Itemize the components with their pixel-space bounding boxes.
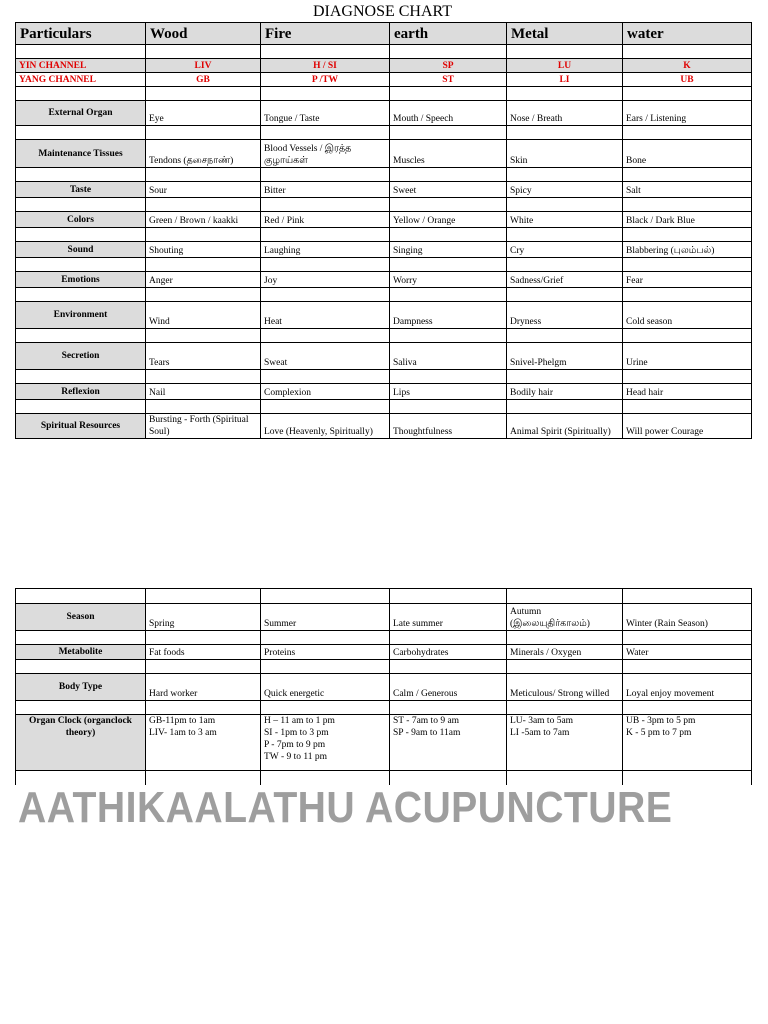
empty-cell	[16, 400, 146, 414]
empty-cell	[146, 126, 261, 140]
diagnose-table-main	[15, 22, 752, 439]
row-label: Metabolite	[16, 645, 146, 660]
empty-cell	[623, 631, 752, 645]
yin-channel-row	[16, 59, 752, 73]
table-cell: GB-11pm to 1am LIV- 1am to 3 am	[146, 715, 261, 771]
table-row	[16, 715, 752, 771]
column-header: Fire	[261, 23, 390, 45]
empty-cell	[261, 198, 390, 212]
empty-cell	[16, 87, 146, 101]
table-cell: Lips	[390, 384, 507, 400]
empty-cell	[507, 45, 623, 59]
empty-cell	[623, 400, 752, 414]
table-cell: Dryness	[507, 302, 623, 329]
empty-cell	[390, 228, 507, 242]
table-cell: Bitter	[261, 182, 390, 198]
table-cell: Ears / Listening	[623, 101, 752, 126]
empty-cell	[507, 701, 623, 715]
spacer-row	[16, 87, 752, 101]
table-cell: Anger	[146, 272, 261, 288]
empty-cell	[261, 589, 390, 604]
empty-cell	[261, 660, 390, 674]
empty-cell	[261, 228, 390, 242]
table-cell: Calm / Generous	[390, 674, 507, 701]
empty-cell	[16, 228, 146, 242]
table-cell: Minerals / Oxygen	[507, 645, 623, 660]
spacer-row	[16, 329, 752, 343]
channel-code: SP	[390, 59, 507, 73]
table-row	[16, 302, 752, 329]
empty-cell	[146, 631, 261, 645]
table-cell: Proteins	[261, 645, 390, 660]
empty-cell	[623, 258, 752, 272]
empty-cell	[16, 589, 146, 604]
empty-cell	[623, 126, 752, 140]
table-cell: Singing	[390, 242, 507, 258]
diagnose-table-secondary	[15, 588, 752, 785]
channel-code: GB	[146, 73, 261, 87]
empty-cell	[146, 198, 261, 212]
table-cell: Head hair	[623, 384, 752, 400]
row-label: Emotions	[16, 272, 146, 288]
empty-cell	[507, 400, 623, 414]
empty-cell	[623, 370, 752, 384]
empty-cell	[261, 288, 390, 302]
empty-cell	[261, 168, 390, 182]
empty-cell	[16, 126, 146, 140]
row-label: External Organ	[16, 101, 146, 126]
table-cell: Wind	[146, 302, 261, 329]
table-cell: Love (Heavenly, Spiritually)	[261, 414, 390, 439]
empty-cell	[623, 288, 752, 302]
table-row	[16, 182, 752, 198]
table-cell: Blabbering (புலம்பல்)	[623, 242, 752, 258]
empty-cell	[507, 87, 623, 101]
empty-cell	[146, 329, 261, 343]
empty-cell	[146, 660, 261, 674]
table-cell: Snivel-Phelgm	[507, 343, 623, 370]
empty-cell	[390, 589, 507, 604]
table-cell: Laughing	[261, 242, 390, 258]
column-header: Wood	[146, 23, 261, 45]
empty-cell	[390, 370, 507, 384]
table-cell: Tendons (தசைநாண்)	[146, 140, 261, 168]
table-cell: Saliva	[390, 343, 507, 370]
table-cell: Fear	[623, 272, 752, 288]
empty-cell	[146, 370, 261, 384]
channel-code: LIV	[146, 59, 261, 73]
table-cell: Complexion	[261, 384, 390, 400]
channel-code: K	[623, 59, 752, 73]
row-label: Season	[16, 604, 146, 631]
table-cell: Salt	[623, 182, 752, 198]
empty-cell	[146, 400, 261, 414]
empty-cell	[507, 589, 623, 604]
table-cell: Winter (Rain Season)	[623, 604, 752, 631]
empty-cell	[623, 589, 752, 604]
empty-cell	[261, 126, 390, 140]
empty-cell	[623, 45, 752, 59]
empty-cell	[146, 168, 261, 182]
empty-cell	[507, 168, 623, 182]
table-row	[16, 674, 752, 701]
empty-cell	[390, 168, 507, 182]
spacer-row	[16, 45, 752, 59]
empty-cell	[261, 258, 390, 272]
channel-code: P /TW	[261, 73, 390, 87]
table-cell: Spicy	[507, 182, 623, 198]
empty-cell	[146, 87, 261, 101]
empty-cell	[623, 228, 752, 242]
table-cell: Joy	[261, 272, 390, 288]
table-cell: H – 11 am to 1 pm SI - 1pm to 3 pm P - 7pm to 9 pm TW - 9 to 11 pm	[261, 715, 390, 771]
row-label: Body Type	[16, 674, 146, 701]
table-row	[16, 242, 752, 258]
table-cell: Sour	[146, 182, 261, 198]
table-cell: Blood Vessels / இரத்த குழாய்கள்	[261, 140, 390, 168]
empty-cell	[390, 258, 507, 272]
empty-cell	[261, 45, 390, 59]
empty-cell	[16, 288, 146, 302]
empty-cell	[146, 701, 261, 715]
empty-cell	[16, 370, 146, 384]
table-cell: Sweet	[390, 182, 507, 198]
empty-cell	[623, 168, 752, 182]
chart-title: DIAGNOSE CHART	[312, 3, 453, 20]
table-cell: Nose / Breath	[507, 101, 623, 126]
table-cell: Meticulous/ Strong willed	[507, 674, 623, 701]
watermark-text: AATHIKAALATHU ACUPUNCTURE	[18, 783, 673, 832]
table-cell: Shouting	[146, 242, 261, 258]
spacer-row	[16, 631, 752, 645]
empty-cell	[16, 198, 146, 212]
table-cell: Carbohydrates	[390, 645, 507, 660]
empty-cell	[390, 329, 507, 343]
table-cell: Muscles	[390, 140, 507, 168]
spacer-row	[16, 589, 752, 604]
empty-cell	[146, 288, 261, 302]
table-cell: Bone	[623, 140, 752, 168]
row-label: Taste	[16, 182, 146, 198]
table-row	[16, 645, 752, 660]
table-row	[16, 604, 752, 631]
empty-cell	[390, 126, 507, 140]
empty-cell	[390, 660, 507, 674]
empty-cell	[16, 329, 146, 343]
empty-cell	[623, 87, 752, 101]
empty-cell	[146, 258, 261, 272]
table-cell: Water	[623, 645, 752, 660]
empty-cell	[390, 631, 507, 645]
channel-code: LU	[507, 59, 623, 73]
spacer-row	[16, 168, 752, 182]
table-cell: White	[507, 212, 623, 228]
empty-cell	[261, 329, 390, 343]
table-cell: Sweat	[261, 343, 390, 370]
empty-cell	[261, 701, 390, 715]
empty-cell	[16, 631, 146, 645]
empty-cell	[261, 400, 390, 414]
table-row	[16, 384, 752, 400]
channel-code: H / SI	[261, 59, 390, 73]
empty-cell	[390, 288, 507, 302]
spacer-row	[16, 126, 752, 140]
channel-code: LI	[507, 73, 623, 87]
spacer-row	[16, 400, 752, 414]
table-cell: Late summer	[390, 604, 507, 631]
empty-cell	[507, 228, 623, 242]
empty-cell	[261, 370, 390, 384]
empty-cell	[261, 631, 390, 645]
empty-cell	[507, 198, 623, 212]
empty-cell	[507, 631, 623, 645]
table-cell: Cry	[507, 242, 623, 258]
empty-cell	[146, 589, 261, 604]
table-row	[16, 414, 752, 439]
row-label: Maintenance Tissues	[16, 140, 146, 168]
table-cell: LU- 3am to 5am LI -5am to 7am	[507, 715, 623, 771]
table-cell: Mouth / Speech	[390, 101, 507, 126]
row-label: Reflexion	[16, 384, 146, 400]
row-label: Organ Clock (organclock theory)	[16, 715, 146, 771]
spacer-row	[16, 288, 752, 302]
table-cell: Heat	[261, 302, 390, 329]
empty-cell	[146, 228, 261, 242]
table-cell: Loyal enjoy movement	[623, 674, 752, 701]
spacer-row	[16, 258, 752, 272]
table-cell: Bodily hair	[507, 384, 623, 400]
empty-cell	[507, 370, 623, 384]
table-cell: Spring	[146, 604, 261, 631]
empty-cell	[16, 168, 146, 182]
empty-cell	[146, 45, 261, 59]
channel-label: YANG CHANNEL	[16, 73, 146, 87]
table-row	[16, 101, 752, 126]
header-row	[16, 23, 752, 45]
table-cell: Red / Pink	[261, 212, 390, 228]
table-row	[16, 212, 752, 228]
empty-cell	[623, 198, 752, 212]
table-cell: Skin	[507, 140, 623, 168]
empty-cell	[390, 87, 507, 101]
empty-cell	[507, 288, 623, 302]
table-cell: Dampness	[390, 302, 507, 329]
table-cell: Bursting - Forth (Spiritual Soul)	[146, 414, 261, 439]
table-cell: Cold season	[623, 302, 752, 329]
spacer-row	[16, 228, 752, 242]
empty-cell	[16, 45, 146, 59]
row-label: Sound	[16, 242, 146, 258]
table-cell: Summer	[261, 604, 390, 631]
column-header: Metal	[507, 23, 623, 45]
channel-code: UB	[623, 73, 752, 87]
spacer-row	[16, 370, 752, 384]
column-header: water	[623, 23, 752, 45]
table-cell: Quick energetic	[261, 674, 390, 701]
table-cell: Worry	[390, 272, 507, 288]
column-header: Particulars	[16, 23, 146, 45]
channel-label: YIN CHANNEL	[16, 59, 146, 73]
table-cell: Fat foods	[146, 645, 261, 660]
empty-cell	[507, 258, 623, 272]
empty-cell	[390, 45, 507, 59]
channel-code: ST	[390, 73, 507, 87]
empty-cell	[507, 126, 623, 140]
row-label: Environment	[16, 302, 146, 329]
table-row	[16, 272, 752, 288]
empty-cell	[261, 87, 390, 101]
row-label: Colors	[16, 212, 146, 228]
empty-cell	[623, 660, 752, 674]
table-cell: Yellow / Orange	[390, 212, 507, 228]
empty-cell	[507, 329, 623, 343]
empty-cell	[390, 198, 507, 212]
table-cell: Black / Dark Blue	[623, 212, 752, 228]
table-cell: UB - 3pm to 5 pm K - 5 pm to 7 pm	[623, 715, 752, 771]
row-label: Secretion	[16, 343, 146, 370]
table-cell: Tears	[146, 343, 261, 370]
table-cell: Animal Spirit (Spiritually)	[507, 414, 623, 439]
table-cell: Autumn (இலையுதிர்காலம்)	[507, 604, 623, 631]
empty-cell	[16, 660, 146, 674]
table-row	[16, 343, 752, 370]
table-cell: Thoughtfulness	[390, 414, 507, 439]
empty-cell	[507, 660, 623, 674]
table-row	[16, 140, 752, 168]
table-cell: Sadness/Grief	[507, 272, 623, 288]
empty-cell	[623, 701, 752, 715]
table-cell: Eye	[146, 101, 261, 126]
yang-channel-row	[16, 73, 752, 87]
table-cell: Tongue / Taste	[261, 101, 390, 126]
table-cell: Urine	[623, 343, 752, 370]
empty-cell	[390, 400, 507, 414]
spacer-row	[16, 660, 752, 674]
table-cell: ST - 7am to 9 am SP - 9am to 11am	[390, 715, 507, 771]
table-cell: Hard worker	[146, 674, 261, 701]
table-cell: Green / Brown / kaakki	[146, 212, 261, 228]
table-cell: Nail	[146, 384, 261, 400]
empty-cell	[16, 258, 146, 272]
spacer-row	[16, 701, 752, 715]
spacer-row	[16, 198, 752, 212]
empty-cell	[623, 329, 752, 343]
table-cell: Will power Courage	[623, 414, 752, 439]
empty-cell	[390, 701, 507, 715]
column-header: earth	[390, 23, 507, 45]
row-label: Spiritual Resources	[16, 414, 146, 439]
empty-cell	[16, 701, 146, 715]
